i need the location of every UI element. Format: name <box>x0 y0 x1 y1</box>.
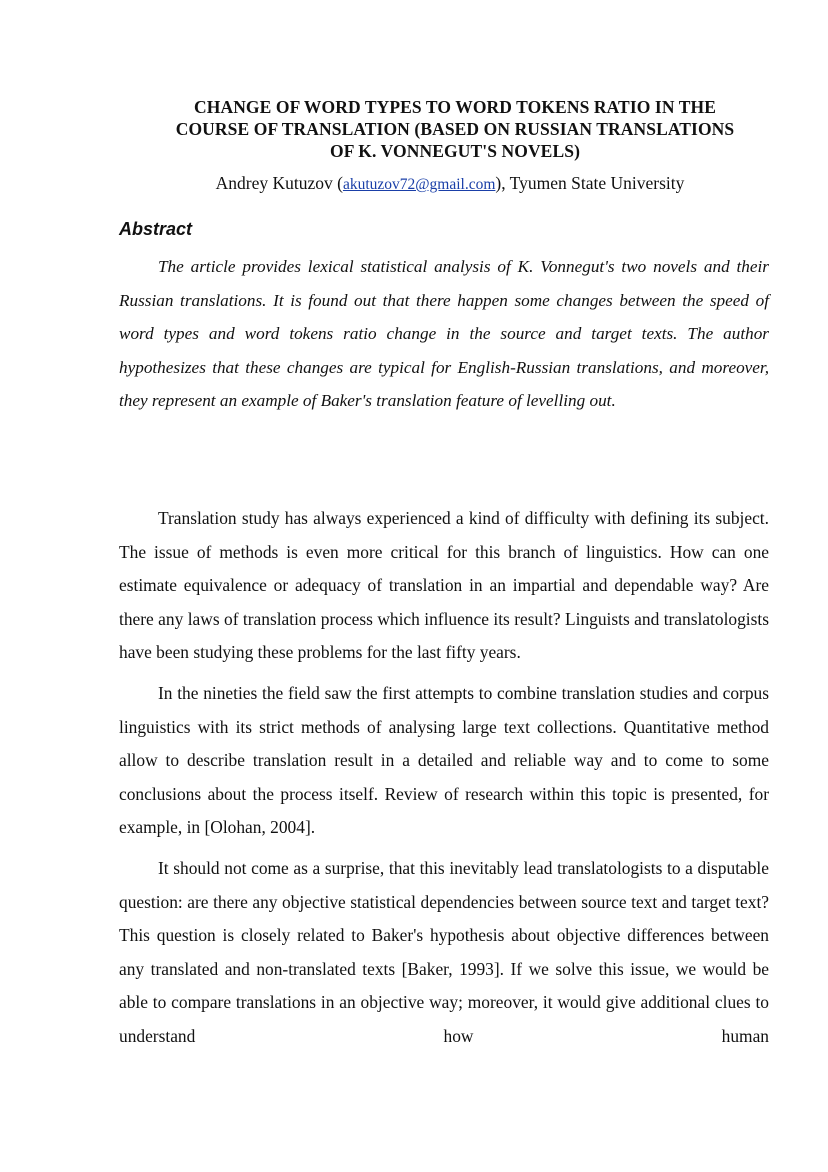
body-paragraph-3: It should not come as a surprise, that this inevitably lead translatologists to a disputable question: are there any objective statistical dependencies between source text and target text? This question is closely related to Baker's hypothesis about objective differences between any translated and non-translated texts [Baker, 1993]. If we solve this issue, we would be able to compare translations in an objective way; moreover, it would give additional clues to understand how human <box>119 857 769 1046</box>
author-name: Andrey Kutuzov <box>215 173 333 193</box>
title-line-2: COURSE OF TRANSLATION (BASED ON RUSSIAN TRANSLATIONS <box>175 119 735 139</box>
author-line <box>110 172 790 196</box>
title-line-1: CHANGE OF WORD TYPES TO WORD TOKENS RATIO IN THE <box>194 97 716 117</box>
body-paragraph-2: In the nineties the field saw the first attempts to combine translation studies and corpus linguistics with its strict methods of analysing large text collections. Quantitative method allow to describe translation result in a detailed and reliable way and to come to some conclusions about the process itself. Review of research within this topic is presented, for example, in [Olohan, 2004]. <box>119 682 769 838</box>
abstract-section <box>119 250 769 418</box>
abstract-text: The article provides lexical statistical analysis of K. Vonnegut's two novels and their Russian translations. It is found out that there happen some changes between the speed of word types and word tokens ratio change in the source and target texts. The author hypothesizes that these changes are typical for English-Russian translations, and moreover, they represent an example of Baker's translation feature of levelling out. <box>119 257 769 411</box>
author-affiliation: ), Tyumen State University <box>495 173 685 193</box>
author-email-link[interactable]: akutuzov72@gmail.com <box>342 176 496 193</box>
title-line-3: OF K. VONNEGUT'S NOVELS) <box>329 141 580 161</box>
paper-title <box>130 96 780 162</box>
body-section <box>119 502 769 1061</box>
author-open-paren: ( <box>332 173 343 193</box>
body-paragraph-1: Translation study has always experienced a kind of difficulty with defining its subject. The issue of methods is even more critical for this branch of linguistics. How can one estimate equivalence or adequacy of translation in an impartial and dependable way? Are there any laws of translation process which influence its result? Linguists and translatologists have been studying these problems for the last fifty years. <box>119 508 769 663</box>
abstract-heading: Abstract <box>119 219 193 239</box>
